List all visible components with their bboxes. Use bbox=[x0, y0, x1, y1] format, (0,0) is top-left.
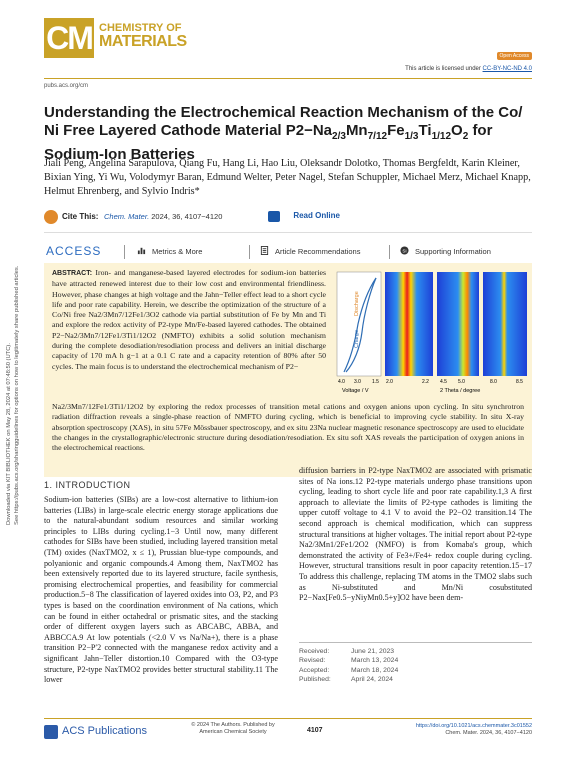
read-online-link[interactable]: Read Online bbox=[293, 211, 340, 220]
body-column-right: diffusion barriers in P2-type NaxTMO2 are associated with prismatic sites of Na ions.12 P2-type materials undergo phase transitions upon cycling, leading to short cycle life and poor rate capability.1,3 A first approach to alleviate the limits of P2-type cathodes is limiting the upper cutoff voltage to 4.1 V to avoid the P2−O2 transition.14 The second approach is chemical modification, which can suppress structural transitions at higher voltages. The initial report about P2-type Na2/3Mn1/2Fe1/2O2 (NMFO) is from Komaba's group, which demonstrated the activity of Fe3+/Fe4+ redox couple during cycling. However, structural transitions result in poor capacity retention.15−17 To address this challenge, replacing TM atoms in the TMO2 slabs such as Ni-substituted and Mn/Ni cosubstituted P2−Nax[Fe0.5−yNiyMn0.5+y]O2 have been dem- bbox=[299, 466, 532, 603]
license-notice bbox=[405, 66, 532, 72]
tick-label: 8.0 bbox=[490, 379, 497, 385]
article-dates: Received: June 21, 2023 Revised: March 13, 2024 Accepted: March 18, 2024 Published: April 24, 2024 bbox=[299, 642, 532, 685]
header-rule bbox=[44, 78, 532, 79]
journal-name-line2: MATERIALS bbox=[99, 33, 187, 50]
tick-label: 4.5 bbox=[440, 379, 447, 385]
citation-text[interactable] bbox=[104, 212, 222, 221]
access-bar bbox=[44, 244, 532, 260]
article-recommendations-link[interactable]: Article Recommendations bbox=[275, 247, 361, 256]
svg-text:SI: SI bbox=[402, 248, 407, 254]
download-notice: Downloaded via KIT BIBLIOTHEK on May 28, 2024 at 07:48:50 (UTC). bbox=[6, 343, 12, 525]
tick-label: 4.0 bbox=[338, 379, 345, 385]
author-list: Jiali Peng, Angelina Sarapulova, Qiang Fu, Hang Li, Hao Liu, Oleksandr Dolotko, Thomas Bergfeldt, Karin Kleiner, Bixian Ying, Yi Wu, Volodymyr Baran, Edmund Welter, Peter Nagel, Stefan Schuppler, Michael Merz, Michael Knapp, Helmut Ehrenberg, and Sylvio Indris* bbox=[44, 158, 531, 197]
article-title: Understanding the Electrochemical Reaction Mechanism of the Co/ Ni Free Layered Cathode Material $P2-Na_{2/3}Mn_{7/12}Fe_{1/3}Ti_{1/12}O_2$ for Sodium-Ion Batteries bbox=[44, 104, 523, 163]
cite-ref: 2024, 36, 4107−4120 bbox=[151, 212, 223, 221]
metrics-more-link[interactable]: Metrics & More bbox=[152, 247, 203, 256]
cite-rule bbox=[44, 232, 532, 233]
divider bbox=[389, 245, 390, 259]
journal-logo-mark: CM bbox=[44, 18, 94, 58]
toc-graphic bbox=[336, 268, 528, 396]
journal-name-line1: CHEMISTRY OF bbox=[99, 22, 182, 34]
discharge-label: Discharge bbox=[354, 291, 360, 316]
read-online-icon[interactable] bbox=[268, 211, 280, 222]
supporting-info-icon bbox=[400, 246, 409, 255]
article-icon bbox=[260, 246, 269, 255]
cite-label: Cite This: bbox=[62, 212, 99, 221]
voltage-axis-label: Voltage / V bbox=[342, 388, 369, 394]
tick-label: 2.0 bbox=[386, 379, 393, 385]
charge-label: Charge bbox=[354, 329, 360, 348]
abstract-text-bottom: Na2/3Mn7/12Fe1/3Ti1/12O2 by exploring the redox processes of transition metal cations and oxygen anions upon cycling. In situ synchrotron radiation diffraction reveals a single-phase reaction of NMFTO during cycling, which is beneficial to improving cycle stability. In situ X-ray absorption spectroscopy (XAS), in situ 57Fe Mössbauer spectroscopy, and ex situ 23Na nuclear magnetic resonance spectroscopy are used to elucidate the changes in the crystallographic/electronic structure during desodiation/resodiation. Ex situ soft XAS reveals the participation of oxygen anions in the electrochemical reactions. bbox=[52, 402, 524, 453]
heatmap-panel-3 bbox=[483, 272, 527, 376]
metrics-icon bbox=[137, 246, 146, 255]
acs-emblem-icon bbox=[44, 725, 58, 739]
sharing-guidelines-notice: See https://pubs.acs.org/sharingguidelines for options on how to legitimately share published articles. bbox=[14, 265, 20, 525]
copyright: © 2024 The Authors. Published by American Chemical Society bbox=[191, 722, 275, 735]
cite-journal: Chem. Mater. bbox=[104, 212, 150, 221]
footer-citation: Chem. Mater. 2024, 36, 4107−4120 bbox=[445, 730, 532, 736]
two-theta-axis-label: 2 Theta / degree bbox=[440, 388, 481, 394]
journal-logo[interactable] bbox=[44, 18, 187, 58]
voltage-plot-frame bbox=[337, 272, 381, 376]
page-number: 4107 bbox=[307, 727, 323, 734]
license-prefix: This article is licensed under bbox=[405, 66, 481, 72]
abstract-head: ABSTRACT: bbox=[52, 270, 93, 277]
divider bbox=[249, 245, 250, 259]
cite-row bbox=[44, 208, 532, 228]
tick-label: 3.0 bbox=[354, 379, 361, 385]
tick-label: 8.5 bbox=[516, 379, 523, 385]
footer-rule bbox=[44, 718, 532, 719]
acs-publications-logo[interactable] bbox=[44, 725, 159, 739]
journal-url[interactable]: pubs.acs.org/cm bbox=[44, 83, 89, 89]
doi-block bbox=[416, 723, 532, 737]
supporting-information-link[interactable]: Supporting Information bbox=[415, 247, 491, 256]
tick-label: 1.5 bbox=[372, 379, 379, 385]
body-column-left: Sodium-ion batteries (SIBs) are a low-cost alternative to lithium-ion batteries (LIBs) in large-scale electric energy storage applications due to the natural-abundant sodium resources and similar working principles to LIBs during cycling.1−3 Until now, many different cathodes for SIBs have been studied, including layered transition metal (TM) oxides (NaxTMO2, x ≤ 1), Prussian blue-type compounds, and polyanionic and organic compounds.4 Among them, NaxTMO2 has been extensively reported due to its layered structure, facile synthesis, promising electrochemical properties, and feasibility for commercial production.5−8 The classification of layered oxides into O3, P2, and P3 types is based on the coordination environment of Na cations, which can be found in either octahedral or prismatic sites, and the stacking order of different oxygen layers such as ABCABC, ABBA, and ABBCCA.9 At low potentials (<2.0 V vs Na/Na+), there is a phase transition P2−P′2 connected with the manganese redox activity and a significant Jahn−Teller distortion.10 Compared with the O3-type structure, P2-type NaxTMO2 provides better structural stability.11 The lower bbox=[44, 495, 278, 685]
divider bbox=[124, 245, 125, 259]
heatmap-panel-2 bbox=[437, 272, 479, 376]
publisher-name: ACS Publications bbox=[62, 725, 147, 737]
tick-label: 2.2 bbox=[422, 379, 429, 385]
doi-link[interactable]: https://doi.org/10.1021/acs.chemmater.3c01552 bbox=[415, 723, 532, 729]
abstract-text-top: ABSTRACT: Iron- and manganese-based layered electrodes for sodium-ion batteries have attracted renewed interest due to their low cost and environmental friendliness. However, phase changes at high voltage and the Jahn−Teller effect lead to a short cycle life and poor rate capability. Herein, we describe the optimization of the structure of a Co/Ni free Na2/3Mn7/12Fe1/3O2 cathode via partial substitution of Fe by Mn and Ti and explore the redox activity of P2-type Mn/Fe-based layered cathodes. The obtained P2−Na2/3Mn7/12Fe1/3Ti1/12O2 (NMFTO) exhibits a solid solution mechanism during the complete desodiation/resodiation process and delivers an initial discharge capacity of 170 mA h g−1 at a 0.1 C rate and a capacity retention of 80% after 50 cycles. The main focus is to understand the electrochemical mechanism of P2− bbox=[52, 268, 326, 371]
license-link[interactable]: CC-BY-NC-ND 4.0 bbox=[482, 66, 532, 72]
access-label: ACCESS bbox=[46, 244, 102, 258]
heatmap-panel-1 bbox=[385, 272, 433, 376]
section-heading: 1. INTRODUCTION bbox=[44, 480, 131, 490]
open-access-badge: Open Access bbox=[497, 52, 532, 60]
cite-icon[interactable] bbox=[44, 210, 58, 224]
tick-label: 5.0 bbox=[458, 379, 465, 385]
